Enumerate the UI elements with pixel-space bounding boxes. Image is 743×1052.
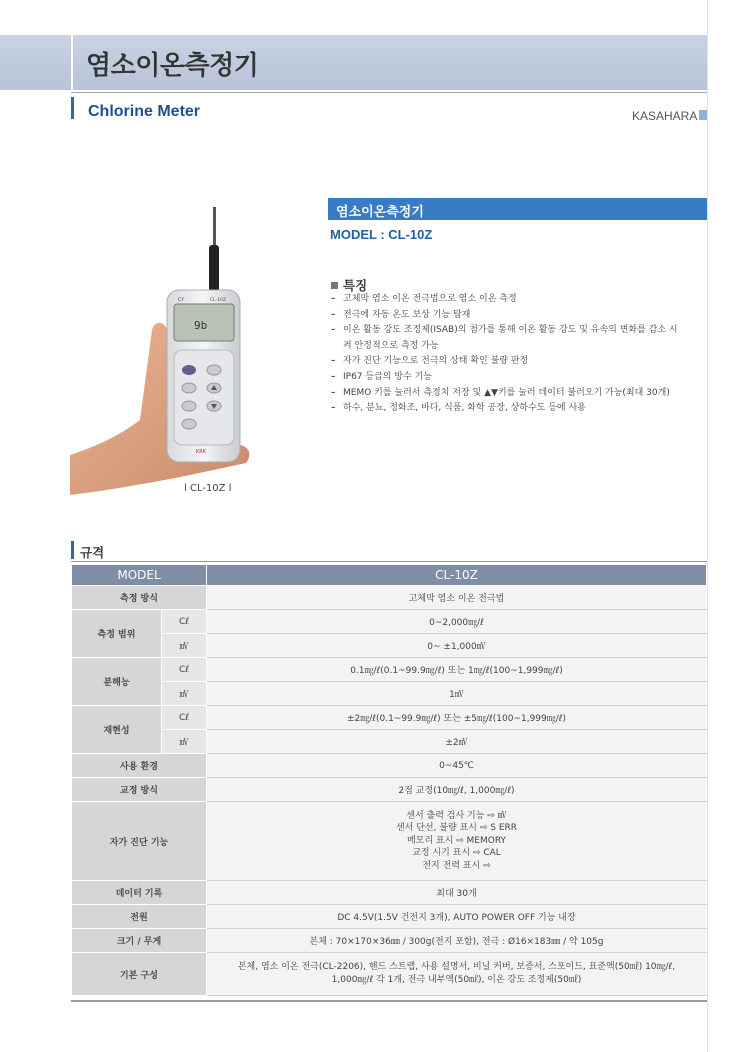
row-label: 사용 환경 [72, 754, 207, 778]
table-row [72, 754, 707, 778]
square-bullet-icon [331, 282, 338, 289]
feature-item: – 이온 활동 강도 조정제(ISAB)의 첨가를 통해 이온 활동 강도 및 유속의 변화를 감소 시켜 안정적으로 측정 가능 [331, 325, 678, 351]
product-band-title: 염소이온측정기 [336, 205, 424, 220]
svg-text:9b: 9b [194, 319, 208, 332]
row-value: 최대 30개 [207, 881, 707, 905]
row-value: 2점 교정(10㎎/ℓ, 1,000㎎/ℓ) [207, 778, 707, 802]
title-band [0, 35, 707, 90]
feature-list [331, 292, 679, 417]
spec-accent [71, 541, 74, 559]
probe-tip [213, 207, 216, 247]
spec-bottom-rule [71, 1000, 707, 1002]
feature-item: – MEMO 키를 눌러서 측정치 저장 및 ▲▼키를 눌러 데이터 불러오기 가능(최대 30개) [331, 387, 670, 398]
table-row [72, 610, 707, 634]
power-key [182, 365, 196, 375]
row-value: 0~45℃ [207, 754, 707, 778]
page-title: 염소이온측정기 [86, 51, 259, 81]
row-label: 자가 진단 기능 [72, 802, 207, 881]
table-row [72, 881, 707, 905]
row-value: 고체막 염소 이온 전극법 [207, 586, 707, 610]
row-label: 재현성 [72, 706, 162, 754]
row-value: 본체 : 70×170×36㎜ / 300g(전지 포함), 전극 : Ø16×183㎜ / 약 105g [207, 929, 707, 953]
row-unit: ㎷ [162, 634, 207, 658]
row-label: 교정 방식 [72, 778, 207, 802]
feature-item: – 전극에 자동 온도 보상 기능 탑재 [331, 309, 471, 320]
row-unit: ㎷ [162, 682, 207, 706]
title-tick [71, 35, 73, 90]
english-title: Chlorine Meter [88, 103, 201, 120]
brand-square [699, 110, 707, 120]
feature-item: – IP67 등급의 방수 기능 [331, 371, 432, 382]
feature-item: – 고체막 염소 이온 전극법으로 염소 이온 측정 [331, 294, 517, 304]
subtitle-rule [71, 92, 707, 93]
product-photo [70, 205, 270, 495]
row-value: ±2㎎/ℓ(0.1~99.9㎎/ℓ) 또는 ±5㎎/ℓ(100~1,999㎎/ℓ) [207, 706, 707, 730]
keypad [174, 350, 234, 445]
row-label: 데이터 기록 [72, 881, 207, 905]
table-row [72, 658, 707, 682]
svg-text:KRK: KRK [196, 449, 207, 455]
row-value: 0.1㎎/ℓ(0.1~99.9㎎/ℓ) 또는 1㎎/ℓ(100~1,999㎎/ℓ) [207, 658, 707, 682]
row-unit: Cℓ [162, 706, 207, 730]
brand-name: KASAHARA [632, 109, 698, 123]
subtitle-accent [71, 97, 74, 119]
spec-title: 규격 [80, 545, 105, 560]
image-caption: l CL-10Z l [184, 483, 232, 494]
row-value: 1㎷ [207, 682, 707, 706]
spec-rule [71, 561, 707, 562]
row-label: 기본 구성 [72, 953, 207, 996]
row-label: 크기 / 무게 [72, 929, 207, 953]
row-label: 측정 방식 [72, 586, 207, 610]
feature-item: – 하수, 분뇨, 정화조, 바다, 식품, 화학 공장, 상하수도 등에 사용 [331, 403, 586, 414]
row-label: 분해능 [72, 658, 162, 706]
row-label: 측정 범위 [72, 610, 162, 658]
table-row [72, 706, 707, 730]
table-row [72, 586, 707, 610]
page-right-rule [707, 0, 708, 1052]
spec-table [71, 564, 707, 996]
svg-text:Cℓ: Cℓ [178, 297, 184, 303]
features-heading: 특징 [331, 276, 367, 294]
row-value: ±2㎷ [207, 730, 707, 754]
spec-header-row [72, 565, 707, 586]
spec-header-model: MODEL [72, 565, 207, 586]
table-row [72, 953, 707, 996]
probe-cable [209, 245, 219, 293]
product-band [328, 198, 707, 220]
table-row [72, 730, 707, 754]
row-unit: ㎷ [162, 730, 207, 754]
row-value: 0~2,000㎎/ℓ [207, 610, 707, 634]
feature-item: – 자가 진단 기능으로 전극의 상태 확인 불량 판정 [331, 356, 529, 367]
spec-header-value: CL-10Z [207, 565, 707, 586]
row-unit: Cℓ [162, 658, 207, 682]
row-label: 전원 [72, 905, 207, 929]
svg-text:CL-10Z: CL-10Z [210, 298, 227, 303]
table-row [72, 778, 707, 802]
model-line: MODEL : CL-10Z [330, 227, 433, 242]
row-value: 본체, 염소 이온 전극(CL-2206), 핸드 스트랩, 사용 설명서, 비닐 커버, 보증서, 스포이드, 표준액(50㎖) 10㎎/ℓ, 1,000㎎/ℓ 각 1개, 전극 내부액(50㎖), 이온 강도 조정제(50㎖) [207, 953, 707, 996]
table-row [72, 802, 707, 881]
table-row [72, 634, 707, 658]
row-unit: Cℓ [162, 610, 207, 634]
table-row [72, 905, 707, 929]
table-row [72, 929, 707, 953]
row-value: 센서 출력 검사 기능 ⇨ ㎷ 센서 단선, 불량 표시 ⇨ S ERR 메모리 표시 ⇨ MEMORY 교정 시기 표시 ⇨ CAL 전지 전력 표시 ⇨ [207, 802, 707, 881]
row-value: 0~ ±1,000㎷ [207, 634, 707, 658]
row-value: DC 4.5V(1.5V 건전지 3개), AUTO POWER OFF 기능 내장 [207, 905, 707, 929]
table-row [72, 682, 707, 706]
